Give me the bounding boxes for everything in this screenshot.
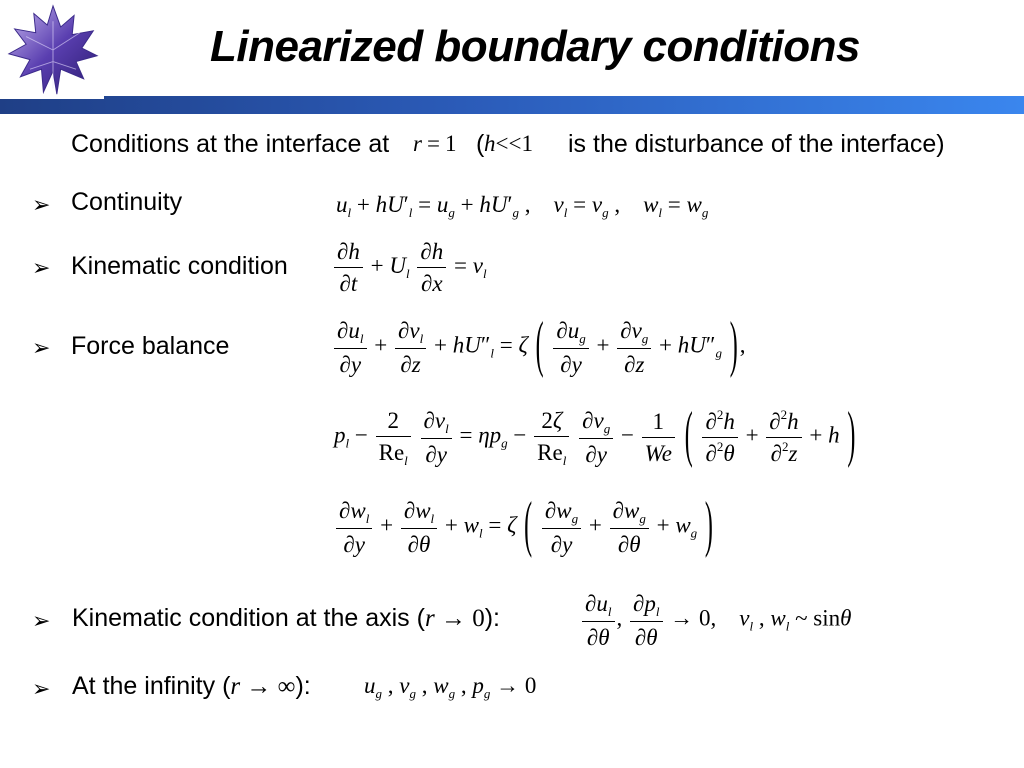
maple-leaf-logo — [4, 2, 102, 98]
infinity-label: At the infinity (r → ∞): — [72, 672, 311, 700]
page-title: Linearized boundary conditions — [210, 22, 860, 71]
arrow-bullet-icon: ➢ — [32, 256, 51, 281]
continuity-equation: $u_l + hU'_l = u_g + hU'_g$ , $v_l = v_g$ , $w_l = w_g$ — [336, 192, 709, 220]
arrow-bullet-icon: ➢ — [32, 609, 51, 634]
force-balance-normal-equation: $p_l$ − $\frac{2}{Re_l}$ $\frac{\partial v_l}{\partial y}$ = $\eta p_g$ − $\frac{2\zeta}{Re_l}$ $\frac{\partial v_g}{\partial y}$ − $\frac{1}{We}$ ( $\frac{\partial^2h}{\partial^2\theta}$ + $\frac{\partial^2h}{\partial^2z}$ + h ) — [334, 402, 856, 470]
infinity-equation: $u_g$ , $v_g$ , $w_g$ , $p_g \to 0$ — [364, 673, 537, 701]
axis-equation: $\frac{\partial u_l}{\partial\theta}$ , $\frac{\partial p_l}{\partial\theta}$ → 0, $v_l$ , $w_l$ ~ sinθ — [580, 588, 851, 653]
arrow-bullet-icon: ➢ — [32, 677, 51, 702]
force-balance-azimuthal-equation: $\frac{\partial w_l}{\partial y}$ + $\frac{\partial w_l}{\partial\theta}$ + $w_l = \zeta$ ( $\frac{\partial w_g}{\partial y}$ + $\frac{\partial w_g}{\partial\theta}$ + $w_g$ ) — [334, 495, 715, 560]
interface-radius-equation: r = 1 — [413, 131, 457, 156]
intro-paren-open: ( — [476, 130, 485, 158]
axis-label: Kinematic condition at the axis (r → 0): — [72, 604, 500, 632]
kinematic-equation: $\frac{\partial h}{\partial t}$ + $U_l$ $\frac{\partial h}{\partial x}$ = $v_l$ — [332, 236, 487, 299]
force-balance-tangential-equation: $\frac{\partial u_l}{\partial y}$ + $\frac{\partial v_l}{\partial z}$ + $hU''_l = \zeta$ ( $\frac{\partial u_g}{\partial y}$ + $\frac{\partial v_g}{\partial z}$ + $hU''_g$ ), — [332, 315, 745, 380]
header-band — [0, 96, 1024, 114]
disturbance-small-equation: h<<1 — [484, 131, 533, 156]
force-label: Force balance — [71, 332, 230, 360]
continuity-label: Continuity — [71, 188, 183, 216]
kinematic-label: Kinematic condition — [71, 252, 288, 280]
intro-text-after: is the disturbance of the interface) — [568, 130, 945, 158]
arrow-bullet-icon: ➢ — [32, 193, 51, 218]
intro-text-before: Conditions at the interface at — [71, 130, 390, 158]
arrow-bullet-icon: ➢ — [32, 336, 51, 361]
